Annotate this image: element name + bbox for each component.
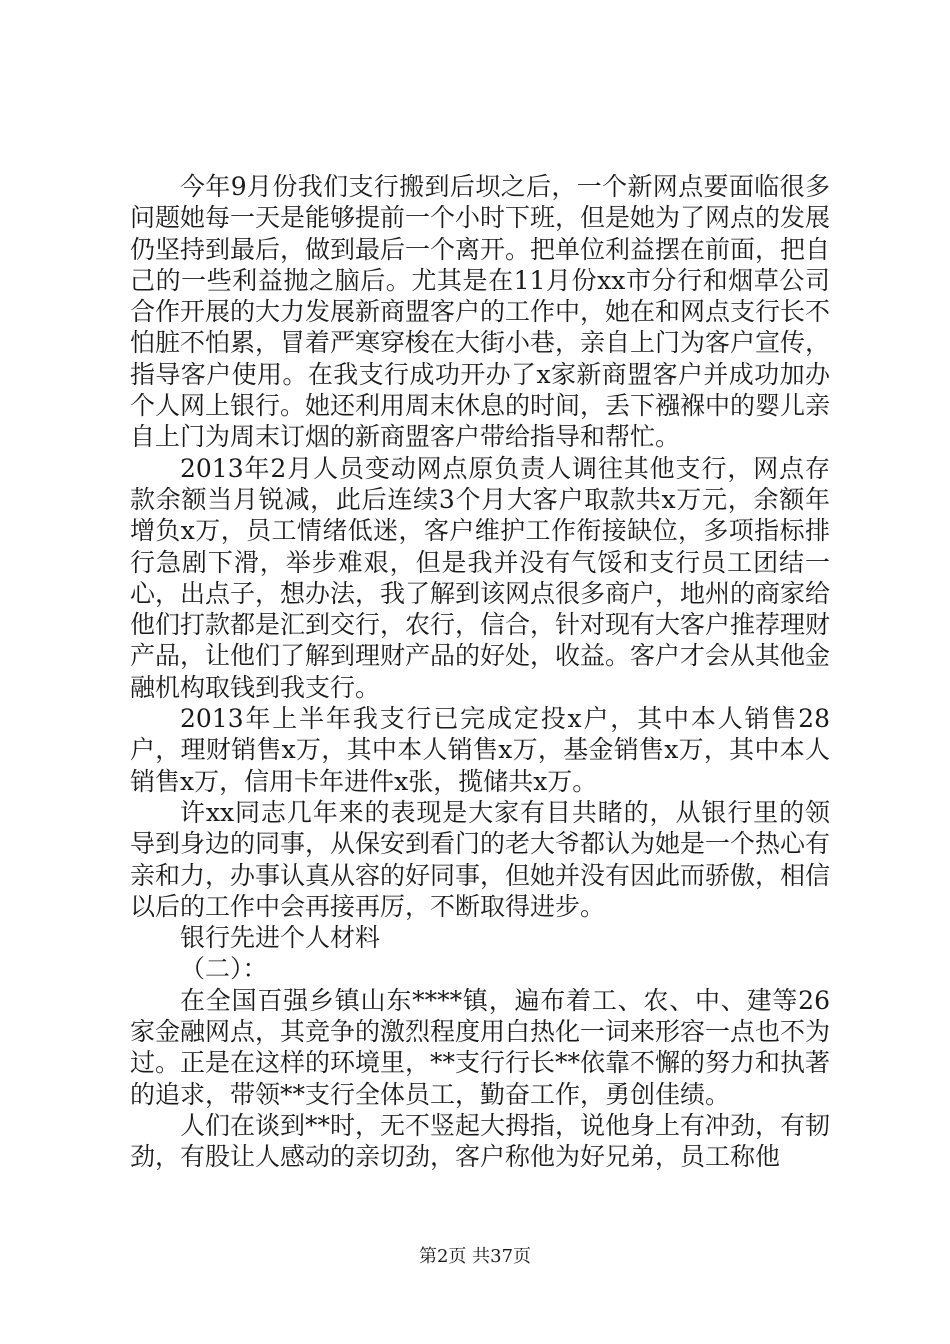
- paragraph-6: 人们在谈到**时，无不竖起大拇指，说他身上有冲劲，有韧劲，有股让人感动的亲切劲，客户称他为好兄弟，员工称他: [130, 1110, 831, 1172]
- paragraph-1: 今年9月份我们支行搬到后坝之后，一个新网点要面临很多问题她每一天是能够提前一个小时下班，但是她为了网点的发展仍坚持到最后，做到最后一个离开。把单位利益摆在前面，把自己的一些利益抛之脑后。尤其是在11月份xx市分行和烟草公司合作开展的大力发展新商盟客户的工作中，她在和网点支行长不怕脏不怕累，冒着严寒穿梭在大街小巷，亲自上门为客户宣传，指导客户使用。在我支行成功开办了x家新商盟客户并成功加办个人网上银行。她还利用周末休息的时间，丢下襁褓中的婴儿亲自上门为周末订烟的新商盟客户带给指导和帮忙。: [130, 172, 831, 452]
- document-body: [130, 171, 830, 1173]
- paragraph-4: 许xx同志几年来的表现是大家有目共睹的，从银行里的领导到身边的同事，从保安到看门的老大爷都认为她是一个热心有亲和力，办事认真从容的好同事，但她并没有因此而骄傲，相信以后的工作中会再接再厉，不断取得进步。: [130, 797, 831, 921]
- paragraph-5: 在全国百强乡镇山东****镇，遍布着工、农、中、建等26家金融网点，其竞争的激烈程度用白热化一词来形容一点也不为过。正是在这样的环境里，**支行行长**依靠不懈的努力和执著的追求，带领**支行全体员工，勤奋工作，勇创佳绩。: [130, 985, 831, 1109]
- page-footer: 第2页 共37页: [418, 1246, 532, 1267]
- paragraph-3: 2013年上半年我支行已完成定投x户，其中本人销售28户，理财销售x万，其中本人销售x万，基金销售x万，其中本人销售x万，信用卡年进件x张，揽储共x万。: [130, 704, 830, 796]
- section-subheading: （二）：: [180, 954, 268, 984]
- paragraph-2: 2013年2月人员变动网点原负责人调往其他支行，网点存款余额当月锐减，此后连续3个月大客户取款共x万元，余额年增负x万，员工情绪低迷，客户维护工作衔接缺位，多项指标排行急剧下滑，举步难艰，但是我并没有气馁和支行员工团结一心，出点子，想办法，我了解到该网点很多商户，地州的商家给他们打款都是汇到交行，农行，信合，针对现有大客户推荐理财产品，让他们了解到理财产品的好处，收益。客户才会从其他金融机构取钱到我支行。: [130, 453, 831, 702]
- section-heading: 银行先进个人材料: [180, 923, 381, 953]
